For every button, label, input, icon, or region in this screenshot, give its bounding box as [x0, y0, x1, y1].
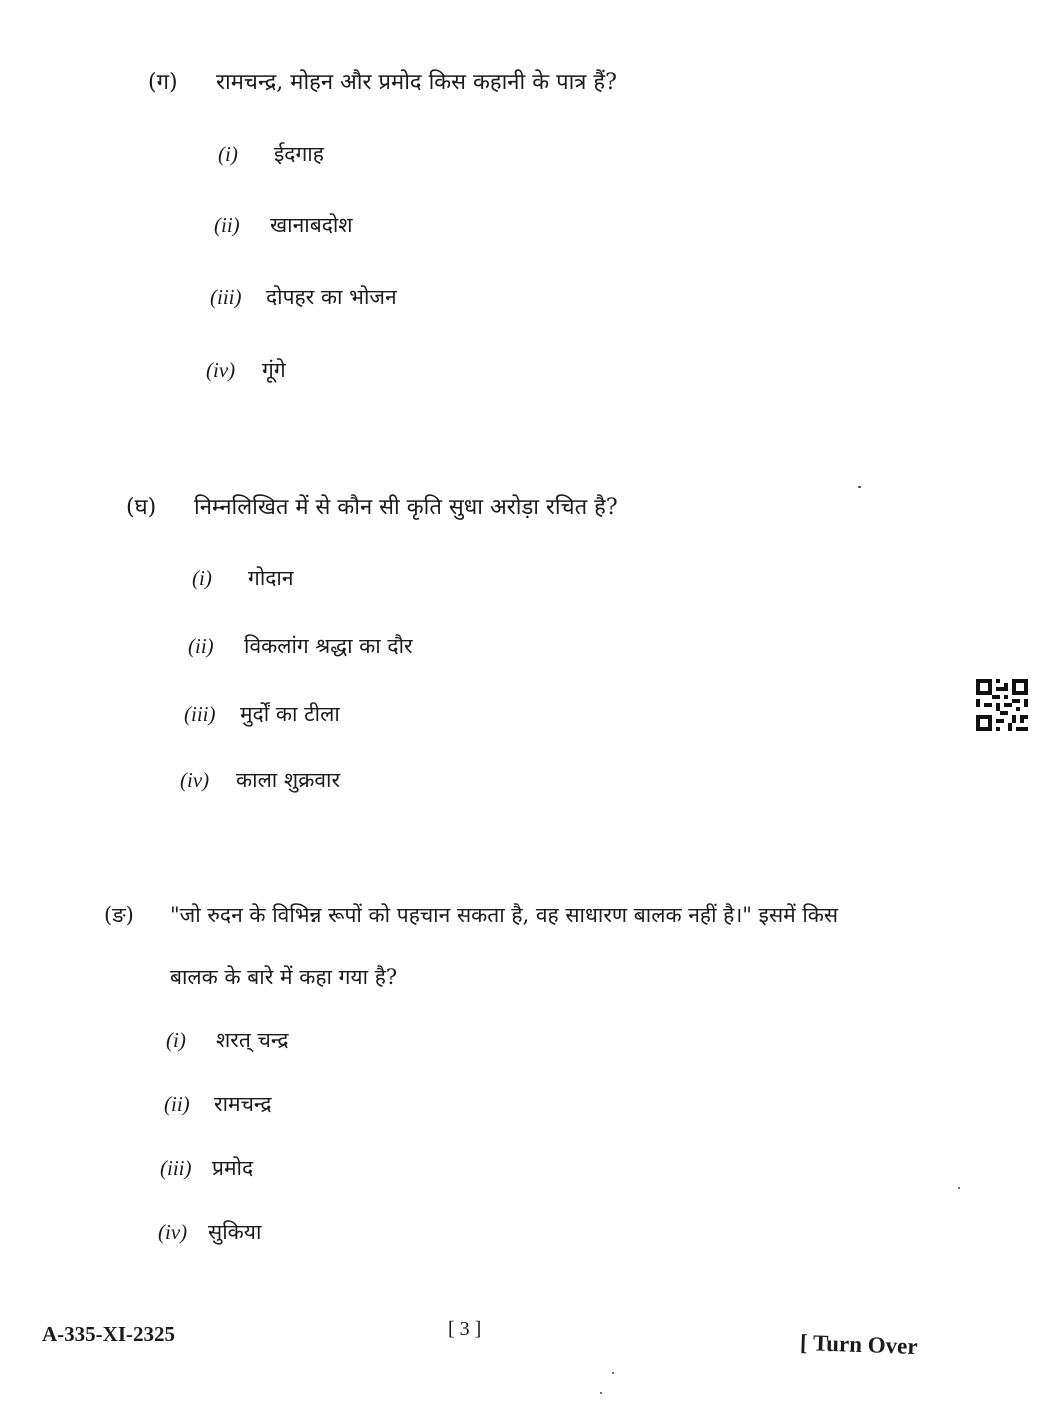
- option-text: खानाबदोश: [270, 213, 353, 237]
- option-text: काला शुक्रवार: [236, 768, 341, 792]
- question-gha: [126, 493, 618, 523]
- question-number: (ङ): [104, 903, 134, 927]
- option-text: ईदगाह: [274, 142, 324, 166]
- option-text: प्रमोद: [212, 1156, 254, 1180]
- question-text: "जो रुदन के विभिन्न रूपों को पहचान सकता है, वह साधारण बालक नहीं है।" इसमें किस: [170, 903, 839, 927]
- question-number: (घ): [126, 495, 157, 520]
- option-number: (ii): [164, 1092, 190, 1116]
- option-number: (iv): [158, 1220, 188, 1244]
- option-item: [184, 700, 340, 728]
- option-text: विकलांग श्रद्धा का दौर: [244, 634, 413, 658]
- option-number: (iii): [184, 702, 216, 726]
- print-speck: [958, 1187, 960, 1189]
- option-item: [188, 632, 413, 660]
- option-text: मुर्दों का टीला: [240, 702, 340, 726]
- option-item: [158, 1218, 261, 1246]
- option-text: रामचन्द्र: [214, 1092, 272, 1116]
- option-item: [180, 766, 340, 794]
- option-text: दोपहर का भोजन: [266, 285, 397, 309]
- option-item: [214, 211, 353, 239]
- option-text: सुकिया: [208, 1220, 262, 1244]
- option-number: (i): [192, 566, 212, 590]
- option-item: [206, 356, 286, 384]
- option-number: (i): [166, 1028, 186, 1052]
- option-text: गोदान: [248, 566, 294, 590]
- option-number: (i): [218, 142, 238, 166]
- option-item: [164, 1090, 272, 1118]
- option-text: गूंगे: [262, 358, 286, 382]
- paper-code: A-335-XI-2325: [42, 1322, 175, 1346]
- option-item: [210, 283, 397, 311]
- option-text: शरत् चन्द्र: [216, 1028, 289, 1052]
- question-text: रामचन्द्र, मोहन और प्रमोद किस कहानी के पात्र हैं?: [216, 70, 617, 95]
- option-item: [166, 1026, 289, 1054]
- option-number: (ii): [214, 213, 240, 237]
- question-nga: [104, 900, 838, 930]
- option-item: [218, 140, 324, 168]
- question-ga: [148, 68, 617, 98]
- page-number: [ 3 ]: [448, 1318, 482, 1340]
- option-number: (iii): [210, 285, 242, 309]
- option-number: (iii): [160, 1156, 192, 1180]
- question-number: (ग): [148, 70, 178, 95]
- turn-over-label: [ Turn Over: [799, 1329, 918, 1360]
- option-number: (iv): [206, 358, 236, 382]
- print-speck: [612, 1372, 614, 1374]
- option-number: (ii): [188, 634, 214, 658]
- option-item: [160, 1154, 253, 1182]
- qr-code-icon: [976, 679, 1028, 731]
- option-number: (iv): [180, 768, 210, 792]
- question-continuation: बालक के बारे में कहा गया है?: [170, 965, 398, 989]
- option-item: [192, 564, 294, 592]
- question-text: निम्नलिखित में से कौन सी कृति सुधा अरोड़ा रचित है?: [194, 495, 618, 520]
- print-speck: [858, 486, 861, 488]
- print-speck: [600, 1392, 602, 1394]
